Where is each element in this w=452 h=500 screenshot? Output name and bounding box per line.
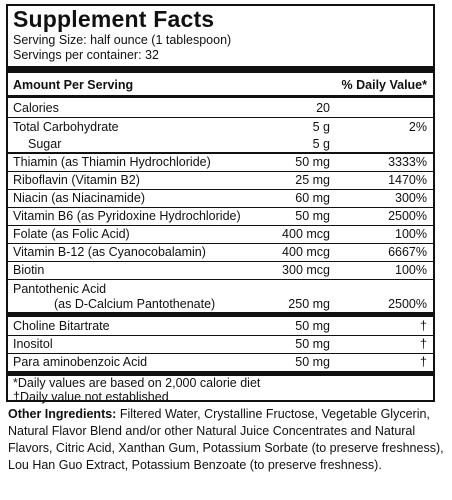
row-divider	[8, 207, 433, 208]
nutrient-amount: 400 mcg	[282, 245, 330, 259]
nutrient-dv: 6667%	[388, 245, 427, 259]
other-ingredients-label: Other Ingredients:	[8, 407, 117, 421]
row-divider	[8, 353, 433, 354]
nutrient-name: Total Carbohydrate	[13, 120, 119, 134]
nutrient-name: Inositol	[13, 337, 53, 351]
nutrient-name: Pantothenic Acid	[13, 282, 107, 296]
nutrient-name: Niacin (as Niacinamide)	[13, 191, 145, 205]
footnote-daily-value-basis: *Daily values are based on 2,000 calorie diet	[13, 376, 261, 390]
serving-size: Serving Size: half ounce (1 tablespoon)	[13, 33, 232, 47]
nutrient-name: Choline Bitartrate	[13, 319, 110, 333]
row-divider	[8, 335, 433, 336]
nutrient-amount: 400 mcg	[282, 227, 330, 241]
nutrient-name: Folate (as Folic Acid)	[13, 227, 130, 241]
amount-per-serving-header: Amount Per Serving	[13, 78, 134, 92]
nutrient-name: Thiamin (as Thiamin Hydrochloride)	[13, 155, 211, 169]
servings-per-container: Servings per container: 32	[13, 48, 159, 62]
other-ingredients-text: Filtered Water, Crystalline Fructose, Vegetable Glycerin, Natural Flavor Blend and/or other Natural Juice Concentrates and Natural Flavors, Citric Acid, Xanthan Gum, Potassium Sorbate (to preserve freshness), Lou Han Guo Extract, Potassium Benzoate (to preserve freshness).	[8, 407, 444, 472]
row-divider	[8, 171, 433, 172]
nutrient-amount: 50 mg	[295, 155, 330, 169]
nutrient-name: Riboflavin (Vitamin B2)	[13, 173, 140, 187]
nutrient-name: Para aminobenzoic Acid	[13, 355, 148, 369]
nutrient-amount: 50 mg	[295, 337, 330, 351]
nutrient-name: Biotin	[13, 263, 45, 277]
nutrient-amount: 5 g	[312, 120, 330, 134]
nutrient-dv: 2%	[408, 120, 427, 134]
footnote-not-established: †Daily value not established	[13, 390, 169, 404]
other-ingredients	[8, 406, 444, 474]
thick-rule-header	[8, 95, 433, 98]
row-divider	[8, 243, 433, 244]
nutrient-name: Calories	[13, 101, 59, 115]
row-divider	[8, 189, 433, 190]
supplement-facts-panel	[6, 4, 435, 402]
row-divider	[8, 279, 433, 280]
nutrient-amount: 50 mg	[295, 209, 330, 223]
nutrient-dv: 2500%	[388, 209, 427, 223]
nutrient-dv: 100%	[395, 227, 427, 241]
row-divider	[8, 261, 433, 262]
nutrient-amount: 50 mg	[295, 355, 330, 369]
nutrient-amount: 250 mg	[288, 297, 330, 311]
nutrient-name-detail: (as D-Calcium Pantothenate)	[54, 297, 216, 311]
nutrient-dv: 300%	[395, 191, 427, 205]
nutrient-dv: †	[420, 355, 427, 369]
thick-rule-middle	[8, 312, 433, 317]
row-divider	[8, 117, 433, 118]
nutrient-dv: 1470%	[388, 173, 427, 187]
nutrient-dv: †	[420, 319, 427, 333]
nutrient-name: Vitamin B6 (as Pyridoxine Hydrochloride)	[13, 209, 241, 223]
nutrient-amount: 5 g	[312, 137, 330, 151]
nutrient-amount: 20	[316, 101, 330, 115]
nutrient-amount: 60 mg	[295, 191, 330, 205]
nutrient-name: Vitamin B-12 (as Cyanocobalamin)	[13, 245, 206, 259]
row-divider	[8, 152, 433, 154]
nutrient-dv: 100%	[395, 263, 427, 277]
nutrient-dv: †	[420, 337, 427, 351]
nutrient-amount: 50 mg	[295, 319, 330, 333]
nutrient-dv: 2500%	[388, 297, 427, 311]
thick-rule-top	[8, 66, 433, 73]
daily-value-header: % Daily Value*	[341, 78, 427, 92]
panel-title: Supplement Facts	[13, 6, 215, 32]
nutrient-amount: 300 mcg	[282, 263, 330, 277]
nutrient-amount: 25 mg	[295, 173, 330, 187]
nutrient-name: Sugar	[28, 137, 62, 151]
nutrient-row	[8, 282, 433, 314]
row-divider	[8, 225, 433, 226]
nutrient-dv: 3333%	[388, 155, 427, 169]
